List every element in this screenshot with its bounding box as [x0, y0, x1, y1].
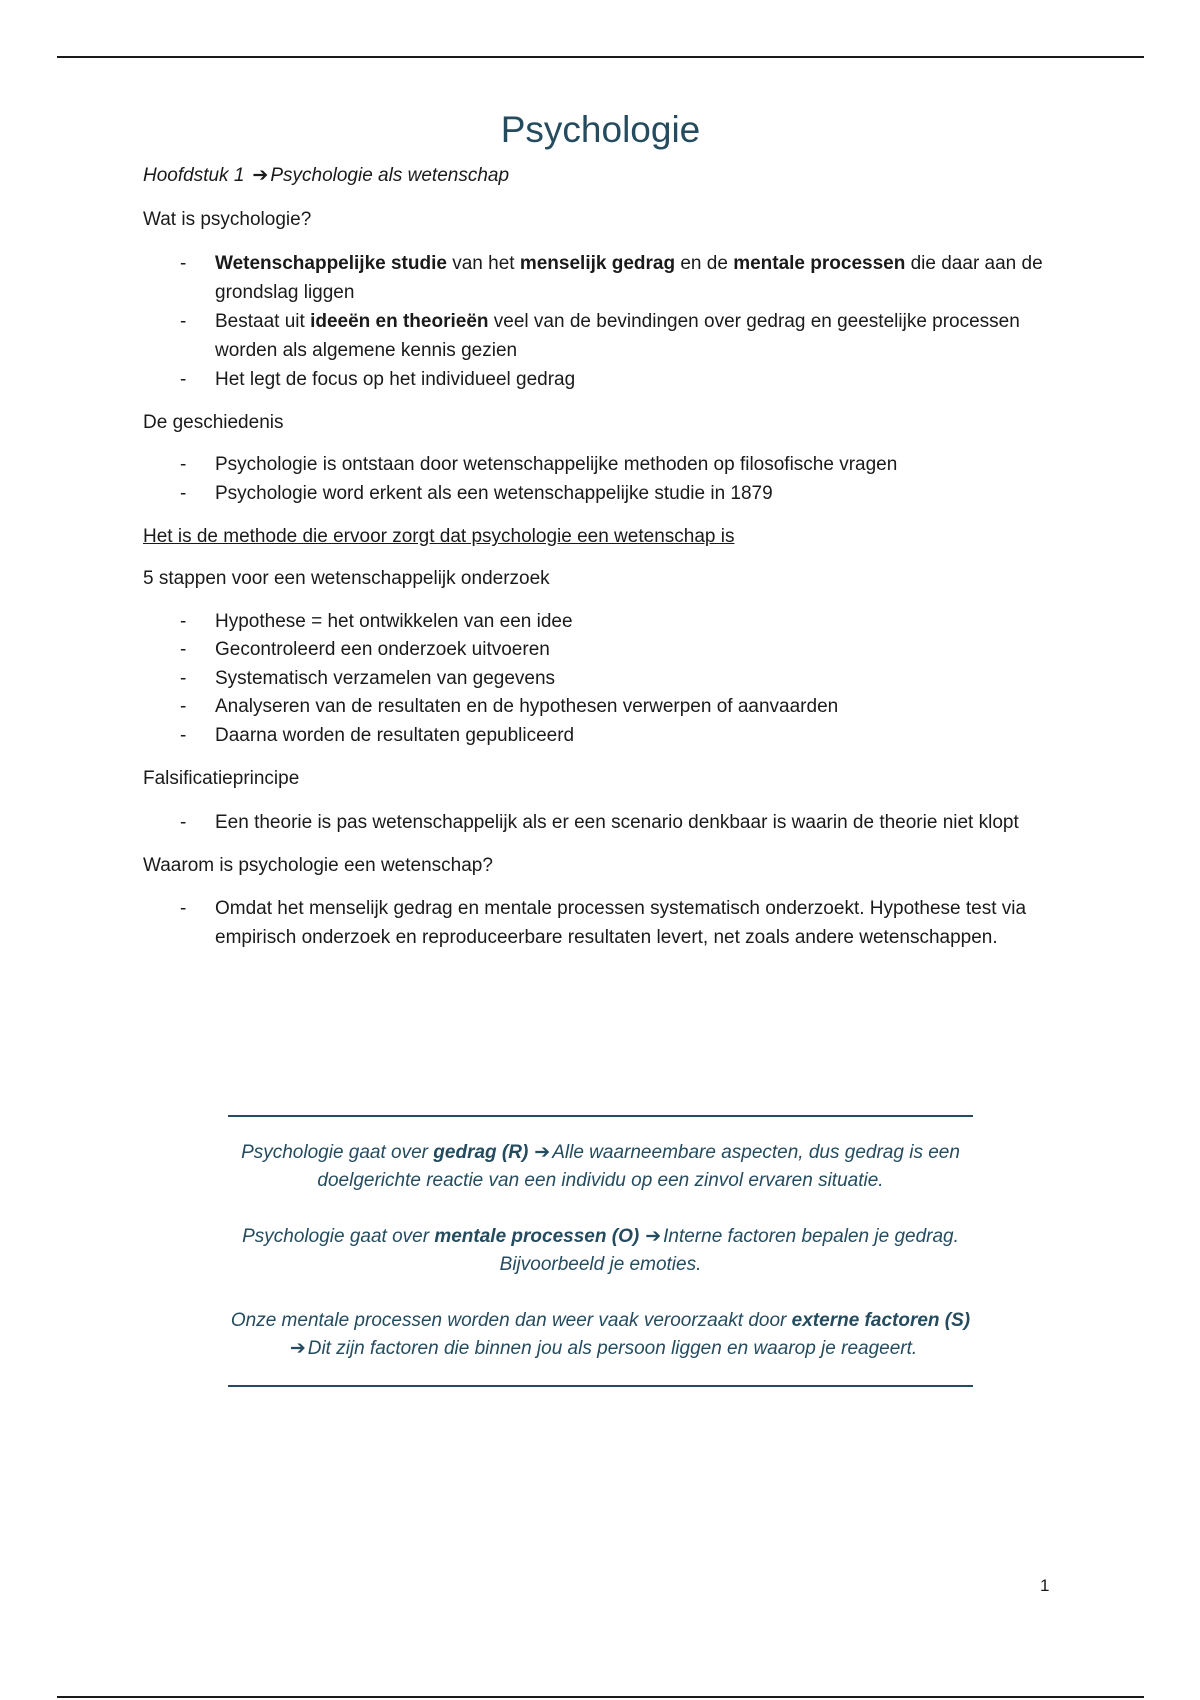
list-item: - Hypothese = het ontwikkelen van een idee	[143, 608, 1058, 637]
footer-rule	[57, 1696, 1144, 1698]
quote-paragraph	[228, 1139, 973, 1195]
arrow-right-icon: ➔	[289, 1338, 306, 1359]
page-title: Psychologie	[500, 109, 701, 150]
list-item: - Systematisch verzamelen van gegevens	[143, 665, 1058, 694]
bold-term: menselijk gedrag	[519, 252, 676, 274]
text-run: Bestaat uit	[215, 310, 311, 332]
page-number: 1	[1040, 1576, 1050, 1595]
bold-term: ideeën en theorieën	[310, 310, 489, 332]
bold-term: mentale processen	[733, 252, 906, 274]
quote-paragraph	[228, 1223, 973, 1279]
list-why	[143, 894, 1058, 952]
arrow-right-icon: ➔	[252, 165, 269, 187]
header-rule	[57, 56, 1144, 58]
list-item: - Analyseren van de resultaten en de hypothesen verwerpen of aanvaarden	[143, 693, 1058, 722]
document-body	[143, 108, 1058, 968]
list-item: - Het legt de focus op het individueel gedrag	[143, 365, 1058, 394]
quote-paragraph	[228, 1307, 973, 1363]
text-run: en de	[675, 252, 734, 274]
chapter-subtitle	[143, 164, 1058, 189]
section-heading-why: Waarom is psychologie een wetenschap?	[143, 854, 493, 876]
section-heading-steps: 5 stappen voor een wetenschappelijk onderzoek	[143, 568, 550, 589]
arrow-right-icon: ➔	[534, 1142, 551, 1163]
list-steps	[143, 608, 1058, 751]
list-item	[143, 307, 1058, 365]
list-falsification	[143, 808, 1058, 837]
text-run: veel van de bevindingen over gedrag en geestelijke processen worden als algemene kennis gezien	[215, 310, 1020, 361]
list-item: - Gecontroleerd een onderzoek uitvoeren	[143, 636, 1058, 665]
list-item	[143, 249, 1058, 307]
text-run: Alle waarneembare aspecten, dus gedrag is een doelgerichte reactie van een individu op een zinvol ervaren situatie.	[317, 1142, 960, 1191]
text-run: Psychologie gaat over	[242, 1226, 435, 1247]
text-run: Dit zijn factoren die binnen jou als persoon liggen en waarop je reageert.	[307, 1338, 918, 1359]
chapter-label: Hoofdstuk 1	[143, 165, 245, 187]
section-heading-what: Wat is psychologie?	[143, 209, 312, 231]
text-run: Interne factoren bepalen je gedrag. Bijvoorbeeld je emoties.	[499, 1226, 959, 1275]
bold-term: mentale processen (O)	[434, 1226, 640, 1247]
text-run: van het	[446, 252, 520, 274]
underlined-text: Het is de methode die ervoor zorgt dat psychologie een wetenschap is	[143, 526, 735, 548]
list-item: - Omdat het menselijk gedrag en mentale processen systematisch onderzoekt. Hypothese test via empirisch onderzoek en reproduceerbare resultaten levert, net zoals andere wetenschappen.	[143, 894, 1058, 952]
list-item: - Psychologie is ontstaan door wetenschappelijke methoden op filosofische vragen	[143, 451, 1058, 480]
text-run: Psychologie gaat over	[241, 1142, 434, 1163]
bold-term: externe factoren (S)	[791, 1310, 971, 1331]
section-heading-falsification: Falsificatieprincipe	[143, 768, 300, 790]
bold-term: Wetenschappelijke studie	[215, 252, 447, 274]
text-run: die daar aan de grondslag liggen	[215, 252, 1043, 303]
intense-quote-box	[228, 1115, 973, 1387]
bold-term: gedrag (R)	[433, 1142, 529, 1163]
list-what	[143, 249, 1058, 394]
list-item: - Psychologie word erkent als een wetenschappelijke studie in 1879	[143, 480, 1058, 509]
text-run: Onze mentale processen worden dan weer vaak veroorzaakt door	[230, 1310, 792, 1331]
arrow-right-icon: ➔	[645, 1226, 662, 1247]
list-history	[143, 451, 1058, 508]
method-statement	[143, 524, 1058, 550]
list-item: - Daarna worden de resultaten gepubliceerd	[143, 722, 1058, 751]
list-item: - Een theorie is pas wetenschappelijk als er een scenario denkbaar is waarin de theorie niet klopt	[143, 808, 1058, 837]
chapter-topic: Psychologie als wetenschap	[270, 165, 510, 187]
section-heading-history: De geschiedenis	[143, 411, 284, 433]
